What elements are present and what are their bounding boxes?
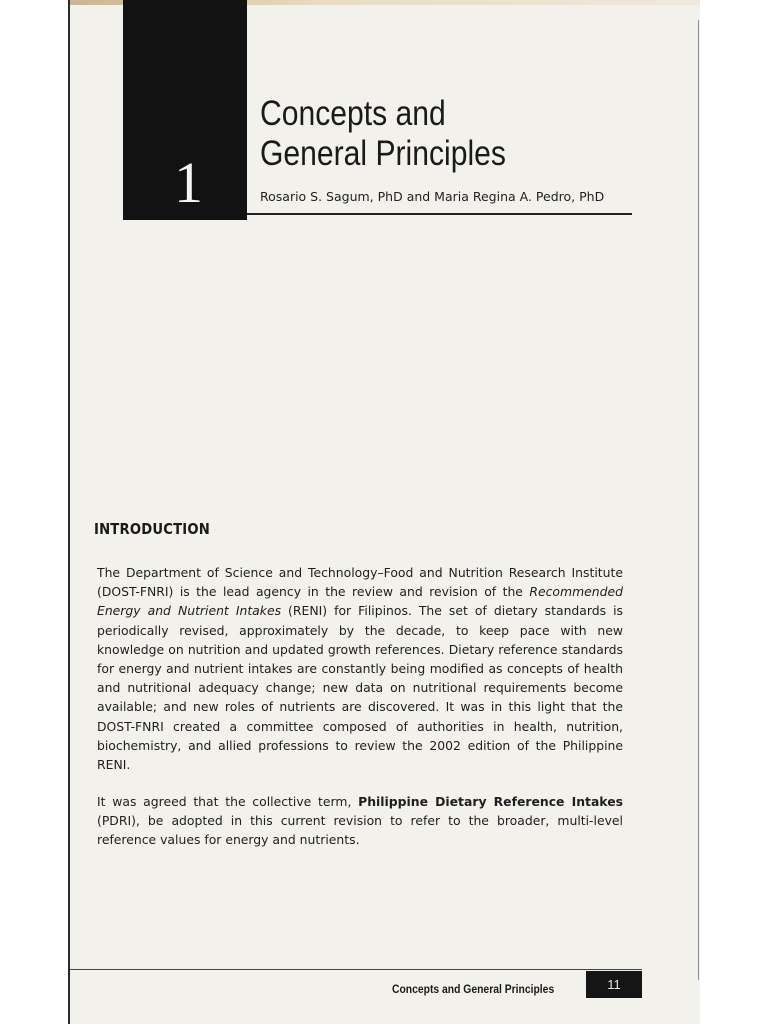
pdri-term-bold: Philippine Dietary Reference Intakes [358, 794, 623, 809]
footer-rule [70, 969, 642, 970]
chapter-authors: Rosario S. Sagum, PhD and Maria Regina A. Pedro, PhD [260, 189, 605, 204]
title-underline [247, 213, 632, 215]
chapter-title-line-1: Concepts and [260, 94, 446, 133]
paragraph-2-text-a: It was agreed that the collective term, [97, 794, 359, 809]
chapter-number-block [123, 0, 247, 220]
page-number: 11 [586, 971, 642, 998]
introduction-heading: INTRODUCTION [94, 520, 211, 538]
chapter-number: 1 [174, 150, 203, 215]
footer-running-title: Concepts and General Principles [392, 984, 555, 996]
introduction-paragraph-1 [97, 563, 623, 774]
reni-title-italic: Recommended Energy and Nutrient Intakes [97, 584, 623, 619]
introduction-paragraph-2 [97, 792, 623, 850]
chapter-title [260, 94, 506, 174]
paragraph-2-text-b: (PDRI), be adopted in this current revision to refer to the broader, multi-level reference values for energy and nutrients. [97, 813, 623, 848]
chapter-title-line-2: General Principles [260, 134, 506, 173]
right-margin-rule [698, 20, 699, 980]
paragraph-1-text-a: The Department of Science and Technology–Food and Nutrition Research Institute (DOST-FNRI) is the lead agency in the review and revision of the [97, 565, 623, 600]
paragraph-1-text-b: (RENI) for Filipinos. The set of dietary standards is periodically revised, approximately by the decade, to keep pace with new knowledge on nutrition and updated growth references. Dietary reference standards for energy and nutrient intakes are constantly being modified as concepts of health and nutritional adequacy change; new data on nutritional requirements become available; and new roles of nutrients are discovered. It was in this light that the DOST-FNRI created a committee composed of authorities in health, nutrition, biochemistry, and allied professions to review the 2002 edition of the Philippine RENI. [97, 603, 623, 773]
book-page [68, 0, 700, 1024]
